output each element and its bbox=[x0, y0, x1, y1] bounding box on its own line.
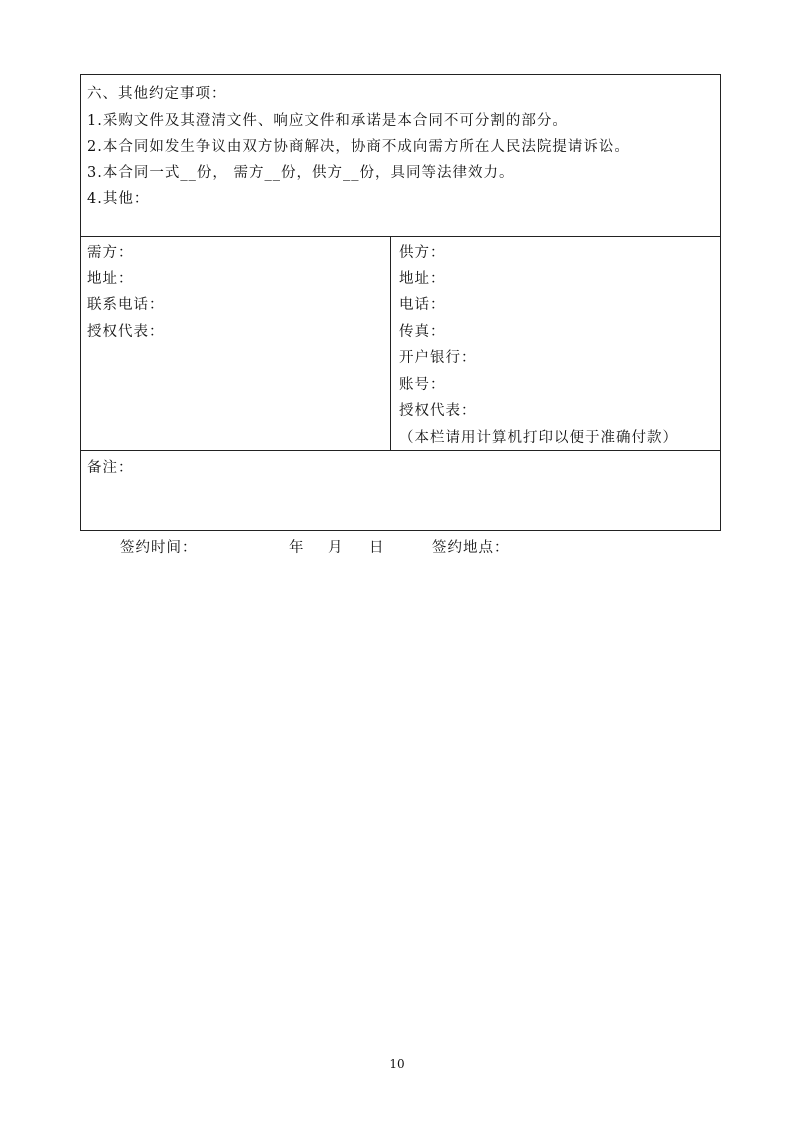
column-divider bbox=[390, 237, 391, 450]
sign-year-label: 年 bbox=[289, 540, 305, 556]
sign-day-label: 日 bbox=[369, 540, 385, 556]
buyer-phone-field: 联系电话： bbox=[87, 297, 165, 313]
buyer-representative-field: 授权代表： bbox=[87, 324, 165, 340]
supplier-name-field: 供方： bbox=[399, 245, 446, 261]
terms-heading: 六、其他约定事项： bbox=[87, 86, 227, 102]
supplier-address-field: 地址： bbox=[399, 271, 446, 287]
terms-item-3: 3.本合同一式__份， 需方__份，供方__份，具同等法律效力。 bbox=[87, 165, 515, 181]
remarks-section bbox=[80, 451, 721, 531]
supplier-fax-field: 传真： bbox=[399, 324, 446, 340]
sign-time-label: 签约时间： bbox=[120, 540, 198, 556]
terms-item-1: 1.采购文件及其澄清文件、响应文件和承诺是本合同不可分割的部分。 bbox=[87, 113, 568, 129]
buyer-name-field: 需方： bbox=[87, 245, 134, 261]
buyer-address-field: 地址： bbox=[87, 271, 134, 287]
supplier-account-field: 账号： bbox=[399, 377, 446, 393]
sign-month-label: 月 bbox=[328, 540, 344, 556]
sign-place-label: 签约地点： bbox=[432, 540, 510, 556]
remarks-label: 备注： bbox=[87, 460, 134, 476]
supplier-representative-field: 授权代表： bbox=[399, 403, 477, 419]
supplier-phone-field: 电话： bbox=[399, 297, 446, 313]
supplier-print-note: （本栏请用计算机打印以便于准确付款） bbox=[399, 430, 678, 446]
terms-item-4: 4.其他： bbox=[87, 191, 150, 207]
page-number: 10 bbox=[389, 1057, 405, 1071]
terms-item-2: 2.本合同如发生争议由双方协商解决，协商不成向需方所在人民法院提请诉讼。 bbox=[87, 139, 630, 155]
parties-section bbox=[80, 237, 721, 451]
supplier-bank-field: 开户银行： bbox=[399, 350, 477, 366]
other-terms-section bbox=[80, 74, 721, 237]
